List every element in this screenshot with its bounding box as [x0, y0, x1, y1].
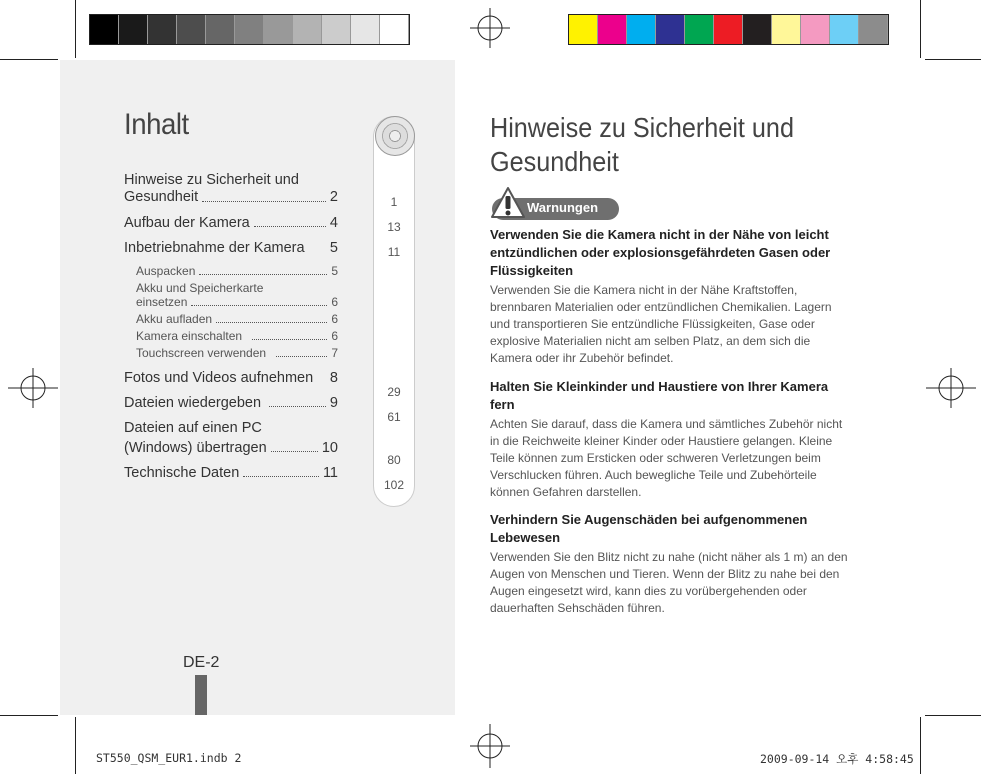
- grey-swatch: [380, 15, 409, 44]
- toc-entry-line: Dateien auf einen PC: [124, 420, 262, 436]
- toc-entry[interactable]: [124, 395, 338, 411]
- color-swatch: [859, 15, 888, 44]
- cd-disc-icon: [375, 116, 415, 156]
- registration-mark-icon: [470, 8, 510, 48]
- toc-subentry-label: Akku aufladen: [136, 312, 213, 326]
- chapter-ref-number: 102: [383, 478, 405, 492]
- toc-entry[interactable]: [124, 465, 338, 481]
- toc-subentry-label: einsetzen: [136, 295, 188, 309]
- section-heading: Verwenden Sie die Kamera nicht in der Nähe von leicht entzündlichen oder explosionsgefährdeten Gasen oder Flüssigkeiten: [490, 227, 831, 278]
- toc-entry-page: 8: [329, 370, 338, 386]
- chapter-ref-number: 29: [387, 385, 401, 399]
- table-of-contents: [124, 172, 338, 481]
- page-number: DE-2: [183, 654, 220, 671]
- leader-dots: [271, 451, 318, 452]
- chapter-ref-number: 80: [387, 453, 401, 467]
- color-swatch: [801, 15, 830, 44]
- toc-subentry[interactable]: [124, 264, 338, 278]
- slug-filename: ST550_QSM_EUR1.indb 2: [96, 751, 242, 765]
- leader-dots: [243, 476, 319, 477]
- grey-swatch: [119, 15, 148, 44]
- leader-dots: [276, 356, 327, 357]
- toc-subentry-label: Auspacken: [136, 264, 196, 278]
- toc-entry-label: Dateien wiedergeben: [124, 395, 262, 411]
- toc-entry-label: Inbetriebnahme der Kamera: [124, 240, 305, 256]
- slug-timestamp: 2009-09-14 오후 4:58:45: [760, 752, 914, 766]
- toc-entry-label: (Windows) übertragen: [124, 440, 267, 456]
- color-swatch: [627, 15, 656, 44]
- toc-subentry[interactable]: [124, 295, 338, 309]
- toc-entry-label: Technische Daten: [124, 465, 240, 481]
- toc-entry-page: 2: [329, 189, 338, 205]
- section-body: Verwenden Sie die Kamera nicht in der Nähe Kraftstoffen, brennbaren Materialien oder entzündlichen Chemikalien. Lagern und transportieren Sie entzündliche Flüssigkeiten, Gase oder explosive Materialien nicht am selben Platz, an dem sich die Kamera oder ihr Zubehör befindet.: [490, 283, 832, 365]
- section-heading: Halten Sie Kleinkinder und Haustiere von Ihrer Kamera fern: [490, 379, 829, 412]
- color-calibration-bar: [568, 14, 889, 45]
- chapter-ref-number: 61: [387, 410, 401, 424]
- registration-mark-icon: [926, 368, 976, 408]
- toc-entry[interactable]: [124, 189, 338, 206]
- toc-subentry-page: 6: [331, 295, 338, 309]
- crop-mark: [925, 59, 981, 60]
- toc-subentry-label: Touchscreen verwenden: [136, 346, 267, 360]
- safety-section: [490, 226, 848, 367]
- toc-subentry-line: Akku und Speicherkarte: [136, 281, 264, 295]
- crop-mark: [0, 59, 58, 60]
- section-title: Hinweise zu Sicherheit und Gesundheit: [490, 112, 794, 177]
- section-heading: Verhindern Sie Augenschäden bei aufgenommenen Lebewesen: [490, 512, 808, 545]
- toc-entry[interactable]: [124, 440, 338, 456]
- grey-swatch: [148, 15, 177, 44]
- chapter-ref-number: 13: [387, 220, 401, 234]
- leader-dots: [199, 274, 327, 275]
- leader-dots: [202, 201, 326, 202]
- toc-entry-page: 10: [321, 440, 338, 456]
- chapter-strip: [373, 116, 415, 507]
- color-swatch: [830, 15, 859, 44]
- toc-subentry-page: 5: [331, 264, 338, 278]
- toc-entry-label: Aufbau der Kamera: [124, 215, 250, 231]
- grey-swatch: [90, 15, 119, 44]
- color-swatch: [598, 15, 627, 44]
- page-tab-marker: [195, 675, 207, 715]
- toc-subentry-page: 6: [331, 329, 338, 343]
- leader-dots: [191, 305, 327, 306]
- registration-mark-icon: [8, 368, 58, 408]
- page-title: Inhalt: [124, 108, 189, 141]
- toc-entry[interactable]: [124, 240, 338, 256]
- color-swatch: [772, 15, 801, 44]
- color-swatch: [569, 15, 598, 44]
- warning-label: Warnungen: [527, 200, 599, 215]
- toc-entry-line: Hinweise zu Sicherheit und: [124, 172, 299, 188]
- toc-subentry[interactable]: [124, 346, 338, 360]
- safety-section: [490, 378, 848, 501]
- toc-subentry[interactable]: [124, 329, 338, 343]
- toc-entry-page: 9: [329, 395, 338, 411]
- crop-mark: [920, 717, 921, 774]
- grey-swatch: [351, 15, 380, 44]
- crop-mark: [75, 717, 76, 774]
- leader-dots: [269, 406, 326, 407]
- toc-entry[interactable]: [124, 370, 338, 386]
- toc-entry-page: 5: [329, 240, 338, 256]
- crop-mark: [75, 0, 76, 58]
- color-swatch: [743, 15, 772, 44]
- grey-swatch: [177, 15, 206, 44]
- leader-dots: [254, 226, 326, 227]
- leader-dots: [216, 322, 327, 323]
- leader-dots: [252, 339, 327, 340]
- color-swatch: [685, 15, 714, 44]
- chapter-ref-number: 1: [390, 195, 398, 209]
- crop-mark: [920, 0, 921, 58]
- crop-mark: [0, 715, 58, 716]
- color-swatch: [714, 15, 743, 44]
- grey-swatch: [206, 15, 235, 44]
- section-body: Achten Sie darauf, dass die Kamera und sämtliches Zubehör nicht in die Reichweite kleiner Kinder oder Haustiere gelangen. Kleine Teile können zum Ersticken oder schweren Verletzungen beim Verschlucken führen. Auch bewegliche Teile und Zubehörteile können Gefahren darstellen.: [490, 417, 843, 499]
- toc-entry[interactable]: [124, 215, 338, 231]
- chapter-ref-number: 11: [387, 245, 401, 259]
- toc-subentry-label: Kamera einschalten: [136, 329, 243, 343]
- registration-mark-icon: [470, 724, 510, 768]
- toc-entry-label: Gesundheit: [124, 189, 199, 205]
- grey-swatch: [264, 15, 293, 44]
- safety-section: [490, 511, 848, 617]
- grey-swatch: [235, 15, 264, 44]
- crop-mark: [925, 715, 981, 716]
- toc-entry-label: Fotos und Videos aufnehmen: [124, 370, 314, 386]
- warning-triangle-icon: [490, 186, 526, 220]
- toc-entry-page: 4: [329, 215, 338, 231]
- color-swatch: [656, 15, 685, 44]
- toc-subentry-page: 6: [331, 312, 338, 326]
- toc-subentry[interactable]: [124, 312, 338, 326]
- grey-swatch: [322, 15, 351, 44]
- grayscale-calibration-bar: [89, 14, 410, 45]
- grey-swatch: [293, 15, 322, 44]
- toc-entry-page: 11: [322, 465, 338, 481]
- section-body: Verwenden Sie den Blitz nicht zu nahe (nicht näher als 1 m) an den Augen von Menschen und Tieren. Wenn der Blitz zu nahe bei den Augen eingesetzt wird, kann dies zu vorübergehenden oder dauerhaften Sehschäden führen.: [490, 550, 848, 615]
- toc-subentry-page: 7: [331, 346, 338, 360]
